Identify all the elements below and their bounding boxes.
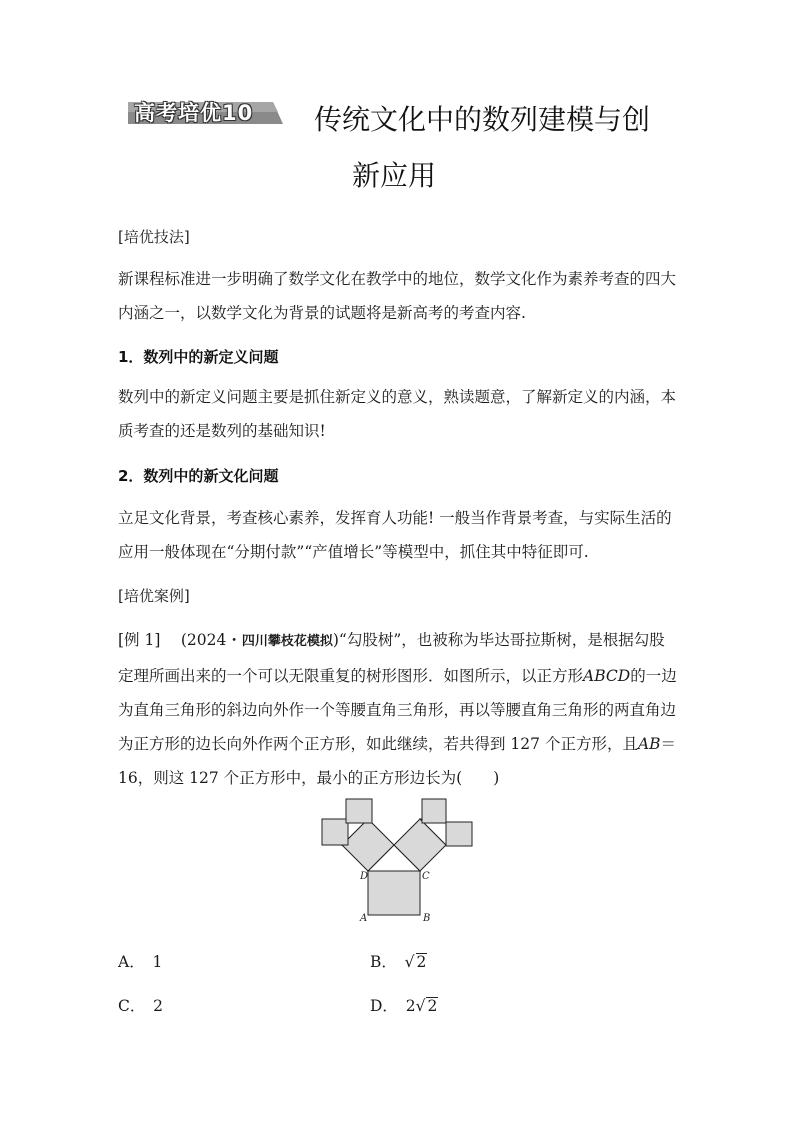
item1-text: 数列中的新定义问题主要是抓住新定义的意义，熟读题意，了解新定义的内涵，本质考查的还是数列的基础知识! [118, 388, 677, 440]
sqrt-symbol-icon: √ [415, 997, 426, 1015]
badge-label: 高考培优10 [134, 101, 254, 125]
square-abcd: ABCD [583, 667, 631, 685]
segment-ab: AB [637, 735, 661, 753]
option-d-radicand: 2 [427, 997, 438, 1015]
square-right-top [422, 799, 446, 823]
item2-text: 立足文化背景，考查核心素养，发挥育人功能! 一般当作背景考查，与实际生活的应用一般体现在“分期付款”“产值增长”等模型中，抓住其中特征即可. [118, 509, 672, 561]
label-b: B [423, 913, 431, 924]
intro-paragraph: 新课程标准进一步明确了数学文化在教学中的地位，数学文化作为素养考查的四大内涵之一，以数学文化为背景的试题将是新高考的考查内容. [118, 270, 677, 322]
square-right-outer [446, 822, 472, 846]
option-b-letter: B． [370, 953, 397, 971]
example-source: 四川攀枝花模拟 [241, 634, 333, 649]
item1-heading: 1．数列中的新定义问题 [118, 348, 279, 366]
page-title-line1: 传统文化中的数列建模与创 [314, 103, 651, 136]
example-label: [例 1] [118, 631, 161, 649]
option-b[interactable] [370, 950, 427, 972]
page-title-line2: 新应用 [352, 159, 437, 192]
option-b-radicand: 2 [416, 953, 427, 971]
option-d-prefix: 2 [405, 997, 416, 1015]
pythagoras-tree-figure [318, 795, 476, 925]
option-c-value: 2 [153, 997, 163, 1015]
option-d[interactable] [370, 994, 438, 1016]
option-d-letter: D． [370, 997, 398, 1015]
square-left-outer [322, 819, 348, 845]
skill-tag: [培优技法] [118, 228, 190, 246]
square-left-top [346, 799, 372, 823]
label-d: D [360, 871, 369, 882]
label-a: A [360, 913, 368, 924]
label-c: C [422, 871, 430, 882]
option-c-letter: C． [118, 997, 146, 1015]
option-a[interactable] [118, 950, 162, 972]
option-c[interactable] [118, 994, 163, 1016]
example-problem [118, 623, 678, 795]
example-text-3: ＝16，则这 127 个正方形中，最小的正方形边长为( ) [118, 735, 677, 787]
square-main [368, 871, 420, 915]
example-text-2: 的一边为直角三角形的斜边向外作一个等腰直角三角形，再以等腰直角三角形的两直角边为正方形的边长向外作两个正方形，如此继续，若共得到 127 个正方形，且 [118, 667, 677, 753]
option-a-value: 1 [152, 953, 163, 971]
option-a-letter: A． [118, 953, 145, 971]
example-text-1: “勾股树”，也被称为毕达哥拉斯树，是根据勾股定理所画出来的一个可以无限重复的树形图形．如图所示，以正方形 [118, 631, 665, 685]
item2-heading: 2．数列中的新文化问题 [118, 467, 279, 485]
case-tag: [培优案例] [118, 587, 190, 605]
example-source-open: (2024・ [180, 631, 242, 649]
example-source-close: ) [332, 631, 339, 649]
sqrt-symbol-icon: √ [404, 953, 415, 971]
